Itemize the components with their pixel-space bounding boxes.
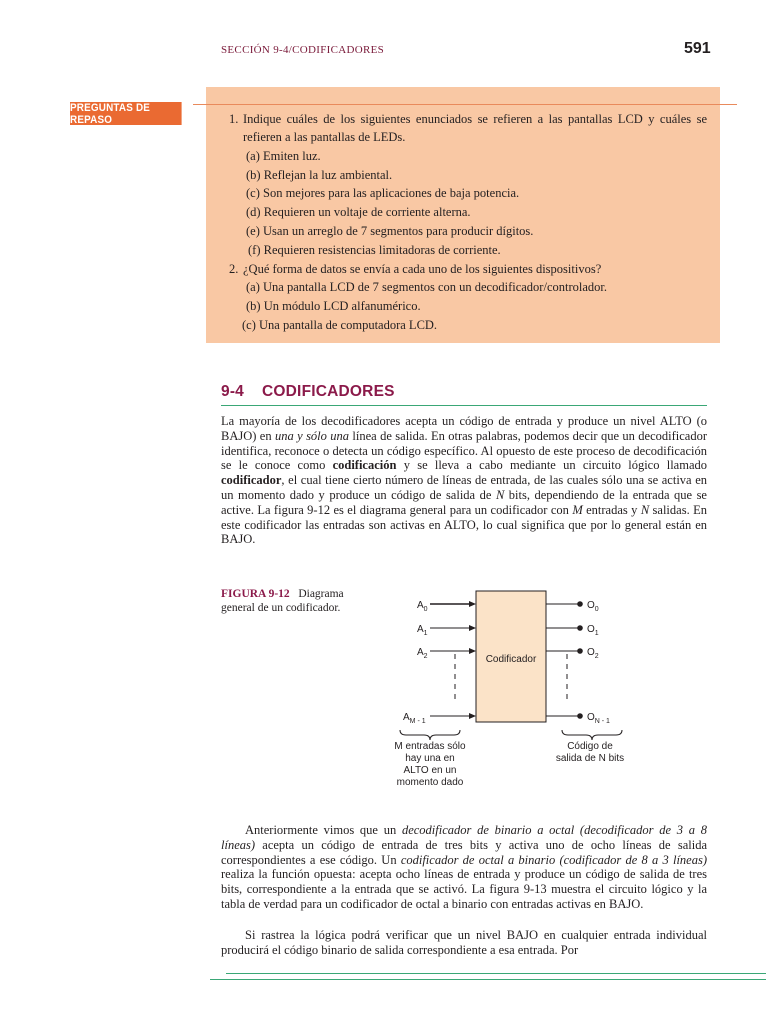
text-run: Si rastrea la lógica podrá verificar que un nivel BAJO en cualquier entrada individual producirá el código binario de salida correspondiente a esa entrada. Por xyxy=(221,928,707,957)
text-run: línea de salida. En otras palabras, podemos decir que un decodificador identifica, reconoce o detecta un código específico. Al opuesto de este proceso de decodificación se le conoce como xyxy=(221,428,708,473)
review-divider-line xyxy=(193,104,737,105)
output-dot xyxy=(577,601,583,607)
encoder-diagram xyxy=(380,585,640,800)
text-run: acepta un código de entrada de tres bits y activa uno de ocho líneas de salida correspondientes a ese código. Un xyxy=(221,837,707,867)
input-note-line: hay una en xyxy=(405,753,455,764)
output-dot xyxy=(577,625,583,631)
question-item: (c) Son mejores para las aplicaciones de baja potencia. xyxy=(246,186,520,201)
question-text: ¿Qué forma de datos se envía a cada uno de los siguientes dispositivos? xyxy=(243,261,602,276)
section-number: 9-4 xyxy=(221,383,245,400)
input-label: $A_{M - 1}$ xyxy=(403,712,426,725)
text-run: una y sólo una xyxy=(275,428,350,443)
output-dot xyxy=(577,648,583,654)
figure-label: FIGURA 9-12 xyxy=(221,588,290,600)
review-questions-list xyxy=(229,110,707,334)
input-lines xyxy=(403,600,476,725)
input-arrow xyxy=(469,648,476,654)
encoder-block-label: Codificador xyxy=(485,654,537,665)
input-brace xyxy=(400,730,460,740)
text-run: codificador xyxy=(221,473,282,488)
section-heading xyxy=(221,383,395,401)
footer-rule-top xyxy=(226,973,766,974)
text-run: M xyxy=(572,502,583,517)
output-lines xyxy=(546,600,610,725)
input-note-line: ALTO en un xyxy=(403,765,457,776)
section-rule xyxy=(221,405,707,406)
input-arrow xyxy=(469,625,476,631)
question-2 xyxy=(229,260,707,278)
text-run: bits, dependiendo de la entrada que se active. La figura 9-12 es el diagrama general para un codificador con xyxy=(221,487,707,517)
text-run: y se lleva a cabo mediante un circuito lógico llamado xyxy=(396,458,707,473)
question-number: 2. xyxy=(229,261,239,276)
figure-caption-text: Diagrama general de un codificador. xyxy=(221,588,344,614)
input-label: $A_2$ xyxy=(417,647,428,660)
text-run: realiza la función opuesta: acepta ocho líneas de entrada y produce un código de salida de tres bits, correspondiente a la entrada que se activó. La figura 9-13 muestra el circuito lógico y la tabla de verdad para un codificador de octal a binario con entradas activas en BAJO. xyxy=(221,867,707,911)
output-label: $O_0$ xyxy=(587,600,599,613)
text-run: Anteriormente vimos que un xyxy=(245,823,402,837)
text-run: salidas. En este codificador las entradas son activas en ALTO, lo cual significa que por lo general están en BAJO. xyxy=(221,502,707,547)
text-run: N xyxy=(640,502,650,517)
question-item: (e) Usan un arreglo de 7 segmentos para producir dígitos. xyxy=(246,224,534,238)
text-run: La mayoría de los decodificadores acepta un código de entrada y produce un nivel ALTO (o BAJO) en xyxy=(221,414,707,443)
question-item: (f) Requieren resistencias limitadoras de corriente. xyxy=(248,242,501,257)
input-label: $A_0$ xyxy=(417,600,428,613)
output-note-line: Código de xyxy=(567,741,613,752)
input-label: $A_1$ xyxy=(417,624,428,637)
text-run: codificador de octal a binario (codificador de 8 a 3 líneas) xyxy=(400,852,708,867)
page-number: 591 xyxy=(684,40,711,57)
question-item: (d) Requieren un voltaje de corriente alterna. xyxy=(246,205,471,220)
output-label: $O_{N - 1}$ xyxy=(587,712,610,725)
text-run: decodificador de binario a octal (decodificador de 3 a 8 líneas) xyxy=(221,823,708,852)
footer-rule-bottom xyxy=(210,979,766,980)
input-note-line: M entradas sólo xyxy=(394,741,466,752)
text-run: , el cual tiene cierto número de líneas de entrada, de las cuales sólo una se activa en un momento dado y produce un código de salida de xyxy=(221,473,707,502)
question-text: Indique cuáles de los siguientes enunciados se refieren a las pantallas LCD y cuáles se refieren a las pantallas de LEDs. xyxy=(243,112,707,145)
body-paragraph-3 xyxy=(221,928,707,958)
input-note-line: momento dado xyxy=(396,777,464,788)
output-brace xyxy=(562,730,622,740)
running-head: SECCIÓN 9-4/CODIFICADORES xyxy=(221,44,385,56)
question-item: (b) Reflejan la luz ambiental. xyxy=(246,167,393,182)
text-run: N xyxy=(495,487,505,502)
question-number: 1. xyxy=(229,112,239,126)
question-item: (a) Una pantalla LCD de 7 segmentos con un decodificador/controlador. xyxy=(246,280,607,294)
output-dot xyxy=(577,713,583,719)
body-paragraph-1 xyxy=(221,414,707,547)
figure-caption xyxy=(221,587,371,615)
output-label: $O_2$ xyxy=(587,647,599,660)
question-item: (a) Emiten luz. xyxy=(246,148,321,163)
question-item: (c) Una pantalla de computadora LCD. xyxy=(242,317,438,332)
input-arrow xyxy=(469,601,476,607)
text-run: entradas y xyxy=(582,502,641,517)
text-run: codificación xyxy=(332,458,397,473)
review-questions-tab: PREGUNTAS DE REPASO xyxy=(70,102,182,125)
output-note-line: salida de N bits xyxy=(555,753,625,764)
body-paragraph-2 xyxy=(221,823,707,912)
input-arrow xyxy=(469,713,476,719)
output-label: $O_1$ xyxy=(587,624,599,637)
question-1 xyxy=(229,110,707,147)
section-title: CODIFICADORES xyxy=(262,383,395,400)
question-item: (b) Un módulo LCD alfanumérico. xyxy=(246,298,421,313)
